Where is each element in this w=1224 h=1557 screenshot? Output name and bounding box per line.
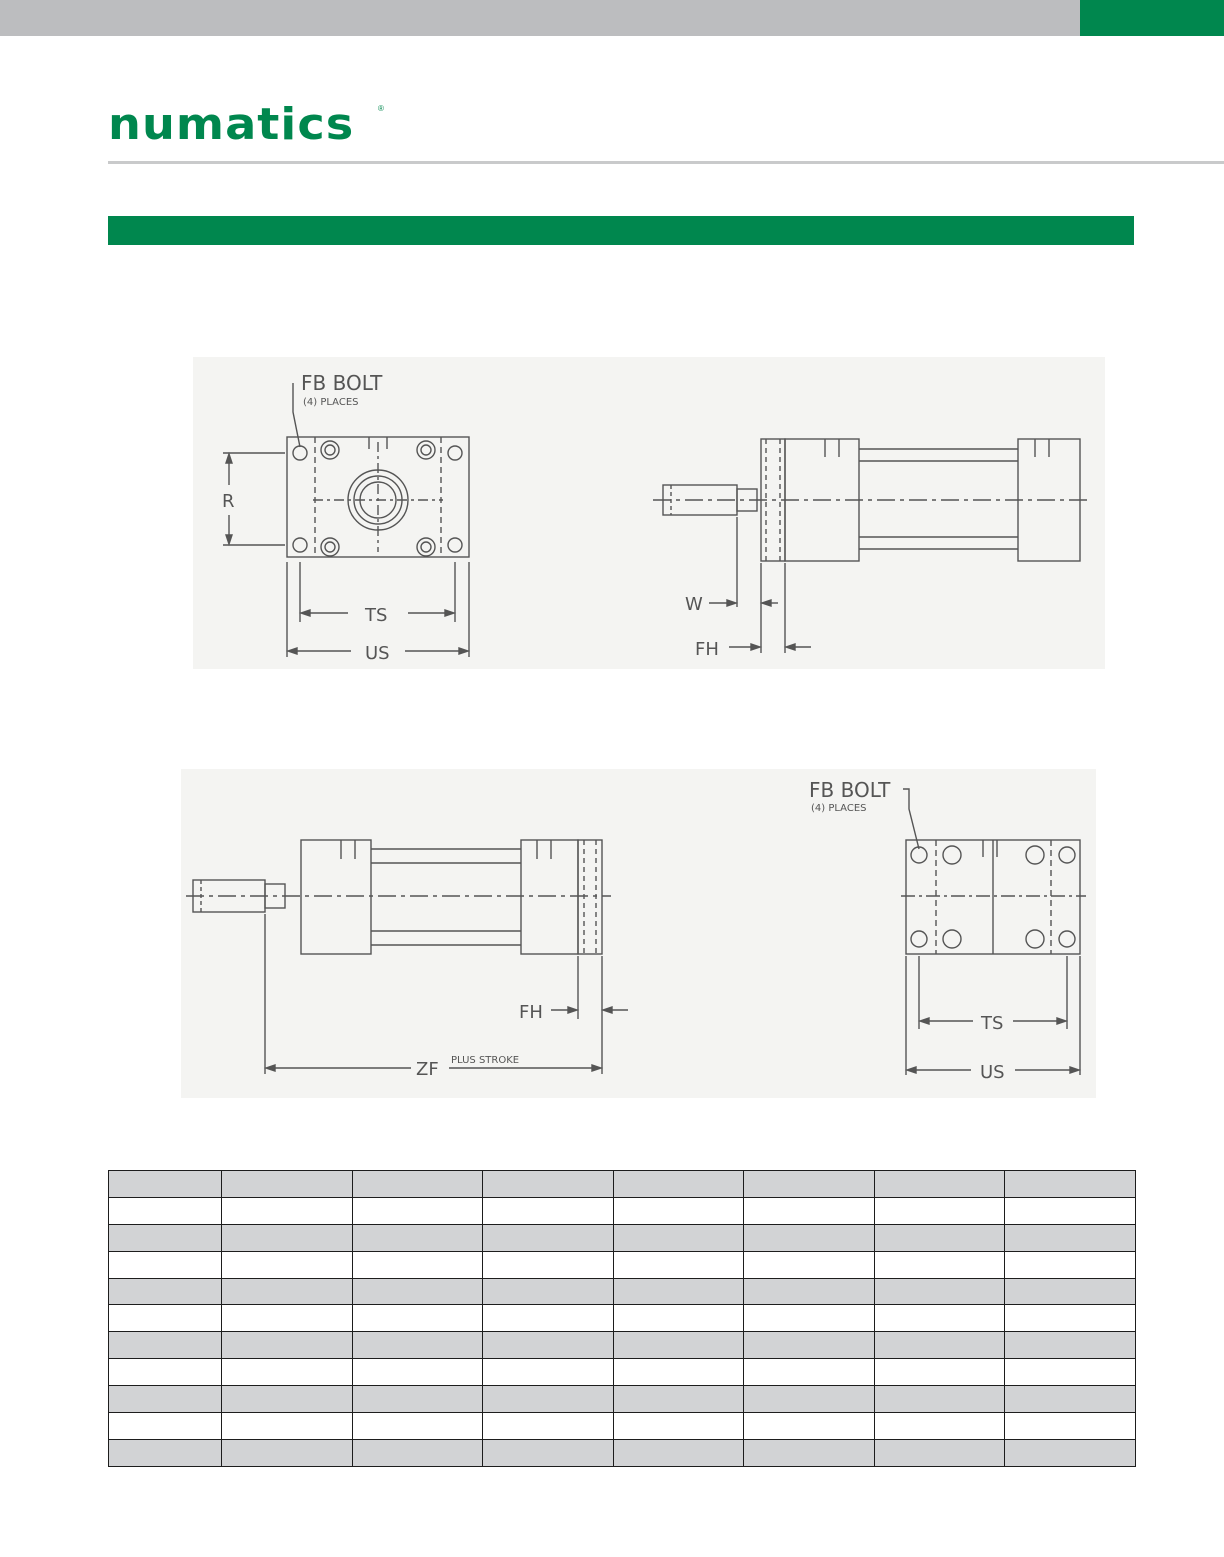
table-cell	[1005, 1386, 1136, 1413]
table-cell	[483, 1197, 614, 1224]
dim-zf-note: PLUS STROKE	[451, 1055, 520, 1066]
table-cell	[875, 1171, 1005, 1198]
table-cell	[109, 1278, 222, 1305]
table-cell	[744, 1171, 875, 1198]
table-cell	[744, 1359, 875, 1386]
table-cell	[744, 1251, 875, 1278]
table-cell	[353, 1439, 483, 1466]
table-cell	[109, 1224, 222, 1251]
table-cell	[222, 1171, 353, 1198]
table-cell	[483, 1224, 614, 1251]
table-cell	[1005, 1197, 1136, 1224]
table-cell	[483, 1332, 614, 1359]
header-bar	[0, 0, 1080, 36]
table-cell	[483, 1359, 614, 1386]
table-cell	[744, 1386, 875, 1413]
table-row	[109, 1171, 1136, 1198]
table-cell	[483, 1386, 614, 1413]
table-cell	[353, 1305, 483, 1332]
table-cell	[353, 1413, 483, 1440]
table-cell	[353, 1332, 483, 1359]
table-cell	[875, 1224, 1005, 1251]
table-cell	[875, 1386, 1005, 1413]
table-cell	[483, 1413, 614, 1440]
dim-r-label: R	[222, 491, 235, 512]
table-cell	[1005, 1439, 1136, 1466]
front-cap-outline	[301, 840, 371, 954]
table-cell	[1005, 1251, 1136, 1278]
dim-ts-label: TS	[981, 1013, 1004, 1034]
fb-bolt-note: (4) PLACES	[303, 397, 359, 408]
table-cell	[353, 1278, 483, 1305]
table-cell	[614, 1305, 744, 1332]
table-cell	[109, 1386, 222, 1413]
fb-bolt-label: FB BOLT	[809, 778, 891, 802]
table-cell	[1005, 1332, 1136, 1359]
table-cell	[1005, 1305, 1136, 1332]
fb-bolt-hole	[911, 847, 927, 863]
table-cell	[614, 1386, 744, 1413]
table-cell	[222, 1224, 353, 1251]
table-cell	[614, 1197, 744, 1224]
table-cell	[875, 1359, 1005, 1386]
drawing-front-mount	[193, 357, 1105, 669]
drawing-rear-mount-svg	[181, 769, 1096, 1098]
table-row	[109, 1439, 1136, 1466]
table-cell	[614, 1332, 744, 1359]
table-cell	[1005, 1413, 1136, 1440]
fb-bolt-hole	[1059, 931, 1075, 947]
table-cell	[109, 1305, 222, 1332]
table-cell	[875, 1413, 1005, 1440]
section-title-bar	[108, 216, 1134, 245]
table-cell	[353, 1359, 483, 1386]
dim-fh-label: FH	[695, 639, 719, 660]
dim-us-label: US	[980, 1062, 1005, 1083]
dim-w-label: W	[685, 594, 703, 615]
table-row	[109, 1359, 1136, 1386]
table-cell	[353, 1251, 483, 1278]
front-plate-outline	[287, 437, 469, 557]
table-cell	[109, 1413, 222, 1440]
fb-bolt-label: FB BOLT	[301, 371, 383, 395]
table-cell	[222, 1197, 353, 1224]
table-cell	[353, 1171, 483, 1198]
table-cell	[222, 1359, 353, 1386]
registered-mark: ®	[378, 104, 384, 113]
rear-cap-outline	[521, 840, 578, 954]
table-cell	[222, 1439, 353, 1466]
table-cell	[353, 1197, 483, 1224]
table-cell	[744, 1305, 875, 1332]
table-cell	[1005, 1224, 1136, 1251]
table-cell	[614, 1278, 744, 1305]
drawing-rear-mount	[181, 769, 1096, 1098]
fb-bolt-hole	[911, 931, 927, 947]
dim-zf-label: ZF	[416, 1059, 439, 1080]
table-cell	[222, 1251, 353, 1278]
table-cell	[222, 1386, 353, 1413]
table-cell	[875, 1278, 1005, 1305]
table-cell	[222, 1305, 353, 1332]
table-cell	[875, 1305, 1005, 1332]
table-cell	[483, 1305, 614, 1332]
table-row	[109, 1386, 1136, 1413]
fb-bolt-hole	[448, 446, 462, 460]
table-cell	[109, 1251, 222, 1278]
flange-outline	[578, 840, 602, 954]
table-cell	[614, 1171, 744, 1198]
drawing-front-mount-svg	[193, 357, 1105, 669]
table-row	[109, 1332, 1136, 1359]
table-cell	[744, 1439, 875, 1466]
table-cell	[1005, 1359, 1136, 1386]
table-cell	[109, 1359, 222, 1386]
table-cell	[1005, 1171, 1136, 1198]
fb-bolt-hole	[1059, 847, 1075, 863]
table-row	[109, 1197, 1136, 1224]
table-cell	[875, 1197, 1005, 1224]
table-row	[109, 1278, 1136, 1305]
table-cell	[614, 1439, 744, 1466]
table-cell	[109, 1439, 222, 1466]
table-cell	[744, 1197, 875, 1224]
table-cell	[222, 1278, 353, 1305]
table-cell	[875, 1332, 1005, 1359]
table-cell	[614, 1251, 744, 1278]
header-accent-block	[1080, 0, 1224, 36]
fb-bolt-note: (4) PLACES	[811, 803, 867, 814]
table-row	[109, 1251, 1136, 1278]
table-cell	[483, 1278, 614, 1305]
table-cell	[109, 1197, 222, 1224]
fb-bolt-hole	[448, 538, 462, 552]
brand-logo-text: numatics	[108, 99, 355, 150]
table-cell	[109, 1332, 222, 1359]
table-cell	[875, 1251, 1005, 1278]
fb-bolt-hole	[293, 538, 307, 552]
brand-logo	[108, 100, 388, 150]
dimension-table	[108, 1170, 1136, 1467]
table-cell	[222, 1413, 353, 1440]
table-cell	[353, 1386, 483, 1413]
dim-us-label: US	[365, 643, 390, 664]
table-cell	[744, 1224, 875, 1251]
dim-fh-label: FH	[519, 1002, 543, 1023]
table-cell	[483, 1439, 614, 1466]
table-cell	[614, 1359, 744, 1386]
table-cell	[1005, 1278, 1136, 1305]
table-row	[109, 1305, 1136, 1332]
table-cell	[353, 1224, 483, 1251]
table-cell	[614, 1224, 744, 1251]
table-row	[109, 1413, 1136, 1440]
table-cell	[875, 1439, 1005, 1466]
header-divider	[108, 161, 1224, 164]
dim-ts-label: TS	[365, 605, 388, 626]
table-row	[109, 1224, 1136, 1251]
table-cell	[614, 1413, 744, 1440]
table-cell	[109, 1171, 222, 1198]
table-cell	[744, 1413, 875, 1440]
table-cell	[483, 1171, 614, 1198]
table-cell	[483, 1251, 614, 1278]
table-cell	[222, 1332, 353, 1359]
table-cell	[744, 1332, 875, 1359]
fb-bolt-hole	[293, 446, 307, 460]
table-cell	[744, 1278, 875, 1305]
